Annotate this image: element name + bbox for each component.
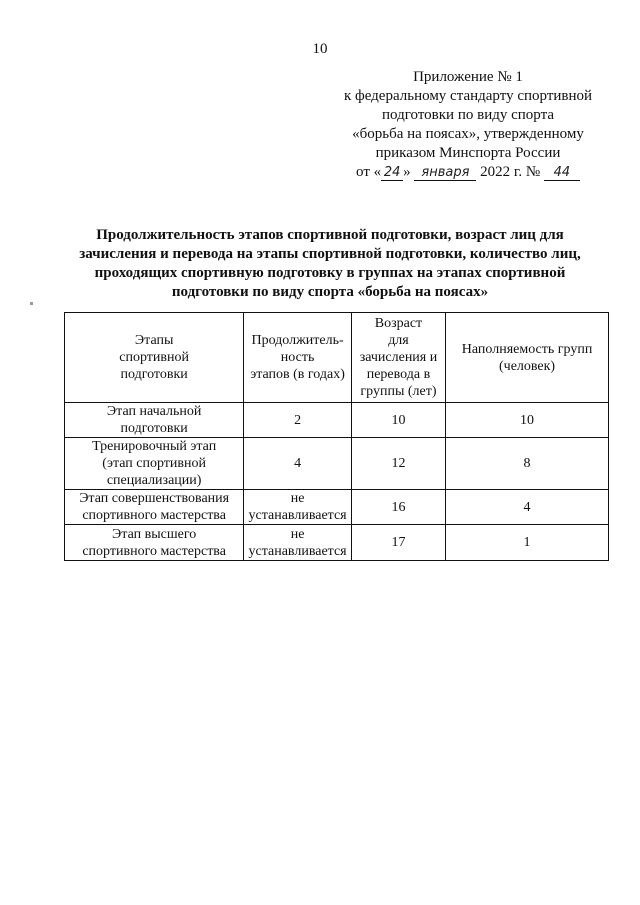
appendix-line: к федеральному стандарту спортивной — [343, 88, 593, 104]
cell-stage: Тренировочный этап (этап спортивной специализации) — [65, 438, 244, 490]
scan-mark — [30, 302, 33, 305]
cell-group-size: 1 — [446, 525, 609, 561]
cell-age: 10 — [351, 403, 445, 438]
table-header-row — [65, 313, 609, 403]
cell-group-size: 8 — [446, 438, 609, 490]
title-line: Продолжительность этапов спортивной подготовки, возраст лиц для — [96, 227, 564, 243]
appendix-line: приказом Минспорта России — [375, 145, 561, 161]
date-prefix: от « — [356, 164, 382, 180]
stages-table — [64, 312, 609, 561]
appendix-title: Приложение № 1 — [413, 69, 523, 85]
cell-age: 16 — [351, 490, 445, 525]
cell-group-size: 10 — [446, 403, 609, 438]
handwritten-order-number: 44 — [553, 165, 571, 180]
cell-duration: не устанавливается — [244, 490, 352, 525]
date-year: 2022 г. № — [480, 164, 541, 180]
document-title — [60, 226, 600, 302]
order-number-field — [544, 165, 580, 181]
appendix-line: подготовки по виду спорта — [382, 107, 554, 123]
cell-duration: не устанавливается — [244, 525, 352, 561]
cell-stage: Этап высшего спортивного мастерства — [65, 525, 244, 561]
header-age: Возраст для зачисления и перевода в группы (лет) — [351, 313, 445, 403]
cell-age: 12 — [351, 438, 445, 490]
table-row — [65, 525, 609, 561]
title-line: подготовки по виду спорта «борьба на поясах» — [171, 284, 489, 300]
cell-stage: Этап начальной подготовки — [65, 403, 244, 438]
header-group-size: Наполняемость групп (человек) — [446, 313, 609, 403]
header-stages: Этапы спортивной подготовки — [65, 313, 244, 403]
cell-group-size: 4 — [446, 490, 609, 525]
date-month-field — [414, 165, 476, 181]
handwritten-day: 24 — [383, 165, 401, 180]
cell-duration: 4 — [244, 438, 352, 490]
table-row — [65, 403, 609, 438]
order-date-line — [318, 163, 618, 182]
appendix-line: «борьба на поясах», утвержденному — [352, 126, 584, 142]
table-row — [65, 438, 609, 490]
handwritten-month: января — [421, 165, 470, 180]
cell-duration: 2 — [244, 403, 352, 438]
cell-age: 17 — [351, 525, 445, 561]
title-line: зачисления и перевода на этапы спортивной подготовки, количество лиц, — [79, 246, 581, 262]
header-duration: Продолжитель- ность этапов (в годах) — [244, 313, 352, 403]
page-number: 10 — [312, 41, 328, 57]
date-day-field — [381, 165, 403, 181]
cell-stage: Этап совершенствования спортивного мастерства — [65, 490, 244, 525]
table-row — [65, 490, 609, 525]
date-quote-close: » — [403, 164, 411, 180]
appendix-block — [318, 68, 618, 182]
title-line: проходящих спортивную подготовку в группах на этапах спортивной — [94, 265, 566, 281]
